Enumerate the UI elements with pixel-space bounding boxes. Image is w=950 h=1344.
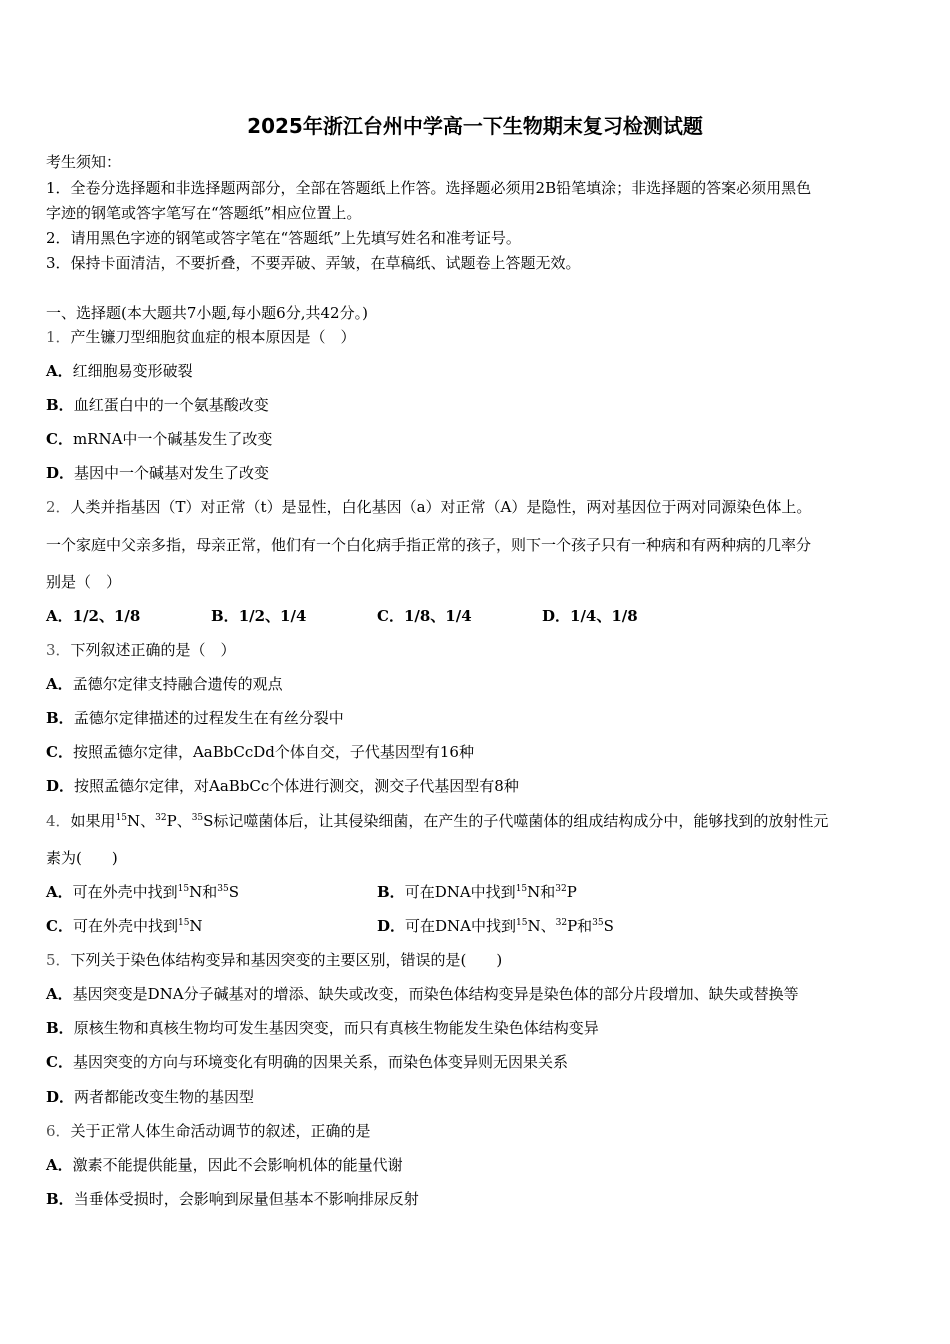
q1-option-a[interactable]: A．红细胞易变形破裂 xyxy=(46,362,193,380)
question-number: 5． xyxy=(46,951,71,969)
question-4: 4．如果用$^{15}$N、$^{32}$P、$^{35}$S标记噬菌体后，让其侵染细菌，在产生的子代噬菌体的组成结构成分中，能够找到的放射性元 xyxy=(46,812,829,830)
q3-option-d[interactable]: D．按照孟德尔定律，对AaBbCc个体进行测交，测交子代基因型有8种 xyxy=(46,777,519,795)
question-stem: 产生镰刀型细胞贫血症的根本原因是（ ） xyxy=(70,328,356,346)
q2-option-c[interactable]: C．1/8、1/4 xyxy=(377,607,472,625)
question-stem: 下列叙述正确的是（ ） xyxy=(70,641,236,659)
q4-option-a[interactable]: A．可在外壳中找到$^{15}$N和$^{35}$S xyxy=(46,883,239,901)
question-3 xyxy=(46,640,236,660)
notice-heading: 考生须知： xyxy=(46,153,122,171)
q5-option-c[interactable]: C．基因突变的方向与环境变化有明确的因果关系，而染色体变异则无因果关系 xyxy=(46,1053,568,1071)
question-number: 3． xyxy=(46,641,71,659)
question-6 xyxy=(46,1121,371,1141)
q1-option-b[interactable]: B．血红蛋白中的一个氨基酸改变 xyxy=(46,396,269,414)
q5-option-b[interactable]: B．原核生物和真核生物均可发生基因突变，而只有真核生物能发生染色体结构变异 xyxy=(46,1019,599,1037)
question-number: 2． xyxy=(46,498,71,516)
q4-option-c[interactable]: C．可在外壳中找到$^{15}$N xyxy=(46,917,203,935)
question-number: 1． xyxy=(46,328,71,346)
q2-option-b[interactable]: B．1/2、1/4 xyxy=(211,607,307,625)
notice-item-3: 3．保持卡面清洁，不要折叠，不要弄破、弄皱，在草稿纸、试题卷上答题无效。 xyxy=(46,254,581,272)
q4-option-b[interactable]: B．可在DNA中找到$^{15}$N和$^{32}$P xyxy=(377,883,577,901)
question-stem-line-2: 素为( ) xyxy=(46,849,118,867)
question-5 xyxy=(46,950,502,970)
page-title: 2025年浙江台州中学高一下生物期末复习检测试题 xyxy=(247,114,703,138)
question-number: 6． xyxy=(46,1122,71,1140)
question-number: 4． xyxy=(46,812,71,830)
q3-option-a[interactable]: A．孟德尔定律支持融合遗传的观点 xyxy=(46,675,283,693)
q6-option-b[interactable]: B．当垂体受损时，会影响到尿量但基本不影响排尿反射 xyxy=(46,1190,419,1208)
section-heading: 一、选择题(本大题共7小题,每小题6分,共42分。) xyxy=(46,304,368,322)
notice-item-1-cont: 字迹的钢笔或答字笔写在“答题纸”相应位置上。 xyxy=(46,204,362,222)
question-2 xyxy=(46,497,811,517)
question-stem: 下列关于染色体结构变异和基因突变的主要区别，错误的是( ) xyxy=(70,951,503,969)
q5-option-a[interactable]: A．基因突变是DNA分子碱基对的增添、缺失或改变，而染色体结构变异是染色体的部分片段增加、缺失或替换等 xyxy=(46,985,799,1003)
question-stem: 关于正常人体生命活动调节的叙述，正确的是 xyxy=(70,1122,371,1140)
q1-option-c[interactable]: C．mRNA中一个碱基发生了改变 xyxy=(46,430,273,448)
q1-option-d[interactable]: D．基因中一个碱基对发生了改变 xyxy=(46,464,270,482)
q6-option-a[interactable]: A．激素不能提供能量，因此不会影响机体的能量代谢 xyxy=(46,1156,403,1174)
q3-option-c[interactable]: C．按照孟德尔定律，AaBbCcDd个体自交，子代基因型有16种 xyxy=(46,743,474,761)
question-stem-line-2: 一个家庭中父亲多指，母亲正常，他们有一个白化病手指正常的孩子，则下一个孩子只有一种病和有两种病的几率分 xyxy=(46,536,812,554)
q2-option-d[interactable]: D．1/4、1/8 xyxy=(542,607,638,625)
q3-option-b[interactable]: B．孟德尔定律描述的过程发生在有丝分裂中 xyxy=(46,709,344,727)
question-1 xyxy=(46,327,356,347)
question-stem-line-1: 人类并指基因（T）对正常（t）是显性，白化基因（a）对正常（A）是隐性，两对基因位于两对同源染色体上。 xyxy=(70,498,812,516)
q5-option-d[interactable]: D．两者都能改变生物的基因型 xyxy=(46,1088,255,1106)
notice-item-1: 1．全卷分选择题和非选择题两部分，全部在答题纸上作答。选择题必须用2B铅笔填涂；非选择题的答案必须用黑色 xyxy=(46,179,812,197)
q2-option-a[interactable]: A．1/2、1/8 xyxy=(46,607,141,625)
q4-option-d[interactable]: D．可在DNA中找到$^{15}$N、$^{32}$P和$^{35}$S xyxy=(377,917,614,935)
question-stem-line-3: 别是（ ） xyxy=(46,573,122,591)
notice-item-2: 2．请用黑色字迹的钢笔或答字笔在“答题纸”上先填写姓名和准考证号。 xyxy=(46,229,521,247)
